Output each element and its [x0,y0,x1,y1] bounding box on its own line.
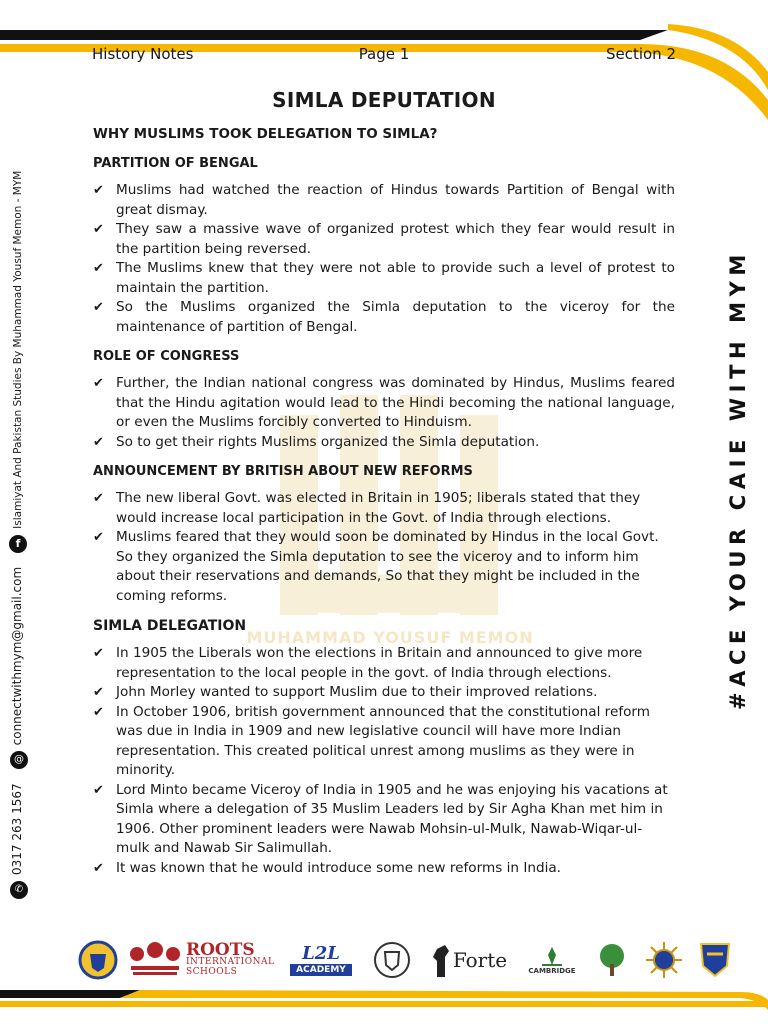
bullet-list-congress [93,374,675,452]
list-item: ✔ In October 1906, british government announced that the constitutional reform was due in India in 1909 and new legislative council will have more Indian representation. This created political unrest among muslims as they were in minority. [93,703,651,778]
l2l-logo [288,938,354,982]
check-icon: ✔ [93,434,104,450]
check-icon: ✔ [93,376,104,391]
contact-email: connectwithmym@gmail.com [10,566,24,746]
partner-logos [76,934,736,986]
list-item: ✔ The new liberal Govt. was elected in Britain in 1905; liberals stated that they would increase local participation in the Govt. of India through elections. [93,490,641,526]
list-item: ✔ They saw a massive wave of organized protest which they fear would result in the partition being reversed. [93,221,675,257]
section-heading-congress: ROLE OF CONGRESS [93,349,240,364]
check-icon: ✔ [93,860,104,876]
page-header [92,45,676,67]
list-item: ✔ Further, the Indian national congress was dominated by Hindus, Muslims feared that the Hindu agitation would lead to the Hindi becoming the national language, or even the Muslims forcibly converted to Hinduism. [93,375,675,430]
list-item: ✔ It was known that he would introduce some new reforms in India. [93,859,675,879]
roots-subtitle: INTERNATIONAL SCHOOLS [186,956,275,977]
check-icon: ✔ [93,530,104,545]
check-icon: ✔ [93,261,104,276]
hashtag-tagline: #ACE YOUR CAIE WITH MYM [726,249,750,710]
cambridge-school-logo [524,938,580,982]
list-item: ✔ Muslims feared that they would soon be dominated by Hindus in the local Govt. So they organized the Simla deputation to see the viceroy and to inform him about their reservations and demands, So that they might be included in the coming reforms. [93,529,659,604]
check-icon: ✔ [93,183,104,198]
shield-logo [694,938,736,982]
list-item: ✔ So to get their rights Muslims organized the Simla deputation. [93,433,675,453]
check-icon: ✔ [93,685,104,700]
header-page-number: Page 1 [358,45,410,63]
section-heading-partition: PARTITION OF BENGAL [93,156,258,171]
list-item: ✔ Muslims had watched the reaction of Hindus towards Partition of Bengal with great dismay. [93,182,675,218]
check-icon: ✔ [93,646,104,661]
check-icon: ✔ [93,222,104,237]
check-icon: ✔ [93,782,104,798]
list-item: ✔ John Morley wanted to support Muslim due to their improved relations. [93,683,675,703]
bullet-list-simla-delegation [93,644,675,878]
roots-emblem-icon [126,938,184,982]
shield-crest-logo [370,938,414,982]
roots-title: ROOTS [186,939,255,960]
l2l-subtitle: ACADEMY [290,964,352,976]
page-subtitle: WHY MUSLIMS TOOK DELEGATION TO SIMLA? [93,126,438,142]
bullet-list-partition [93,181,675,337]
roots-logo [186,938,286,982]
contact-sidebar [10,99,46,899]
contact-phone: 0317 263 1567 [10,783,24,875]
check-icon: ✔ [93,704,104,720]
section-heading-announcement: ANNOUNCEMENT BY BRITISH ABOUT NEW REFORMS [93,464,473,479]
header-section: Section 2 [605,45,676,63]
list-item: ✔ Lord Minto became Viceroy of India in 1905 and he was enjoying his vacations at Simla where a delegation of 35 Muslim Leaders led by Sir Agha Khan met him in 1906. Other prominent leaders were Nawab Mohsin-ul-Mulk, Nawab-Wiqar-ul-mulk and Nawab Sir Salimullah. [93,781,668,856]
check-icon: ✔ [93,491,104,506]
forte-logo [428,938,510,982]
section-heading-simla-delegation: SIMLA DELEGATION [93,618,247,634]
list-item: ✔ So the Muslims organized the Simla deputation to the viceroy for the maintenance of partition of Bengal. [93,299,675,335]
l2l-title: L2L [302,943,340,964]
check-icon: ✔ [93,300,104,315]
contact-facebook: Islamiyat And Pakistan Studies By Muhammad Yousuf Memon - MYM [12,170,24,529]
bullet-list-announcement [93,489,675,606]
crest-logo [76,938,120,982]
tree-logo [590,938,634,982]
whatsapp-icon: ✆ [10,881,28,899]
facebook-icon: f [9,535,27,553]
watermark-text: MUHAMMAD YOUSUF MEMON [246,628,534,647]
cambridge-title: CAMBRIDGE [528,967,576,975]
header-subject: History Notes [92,45,194,63]
list-item: ✔ In 1905 the Liberals won the elections in Britain and announced to give more representation to the local people in the govt. of India through elections. [93,645,643,681]
sun-emblem-logo [642,938,686,982]
email-icon: @ [10,751,28,769]
notes-content [93,126,675,890]
forte-title: Forte [452,948,508,972]
contact-strip [9,99,28,899]
page-title: SIMLA DEPUTATION [272,88,496,112]
list-item: ✔ The Muslims knew that they were not able to provide such a level of protest to maintain the partition. [93,260,675,296]
